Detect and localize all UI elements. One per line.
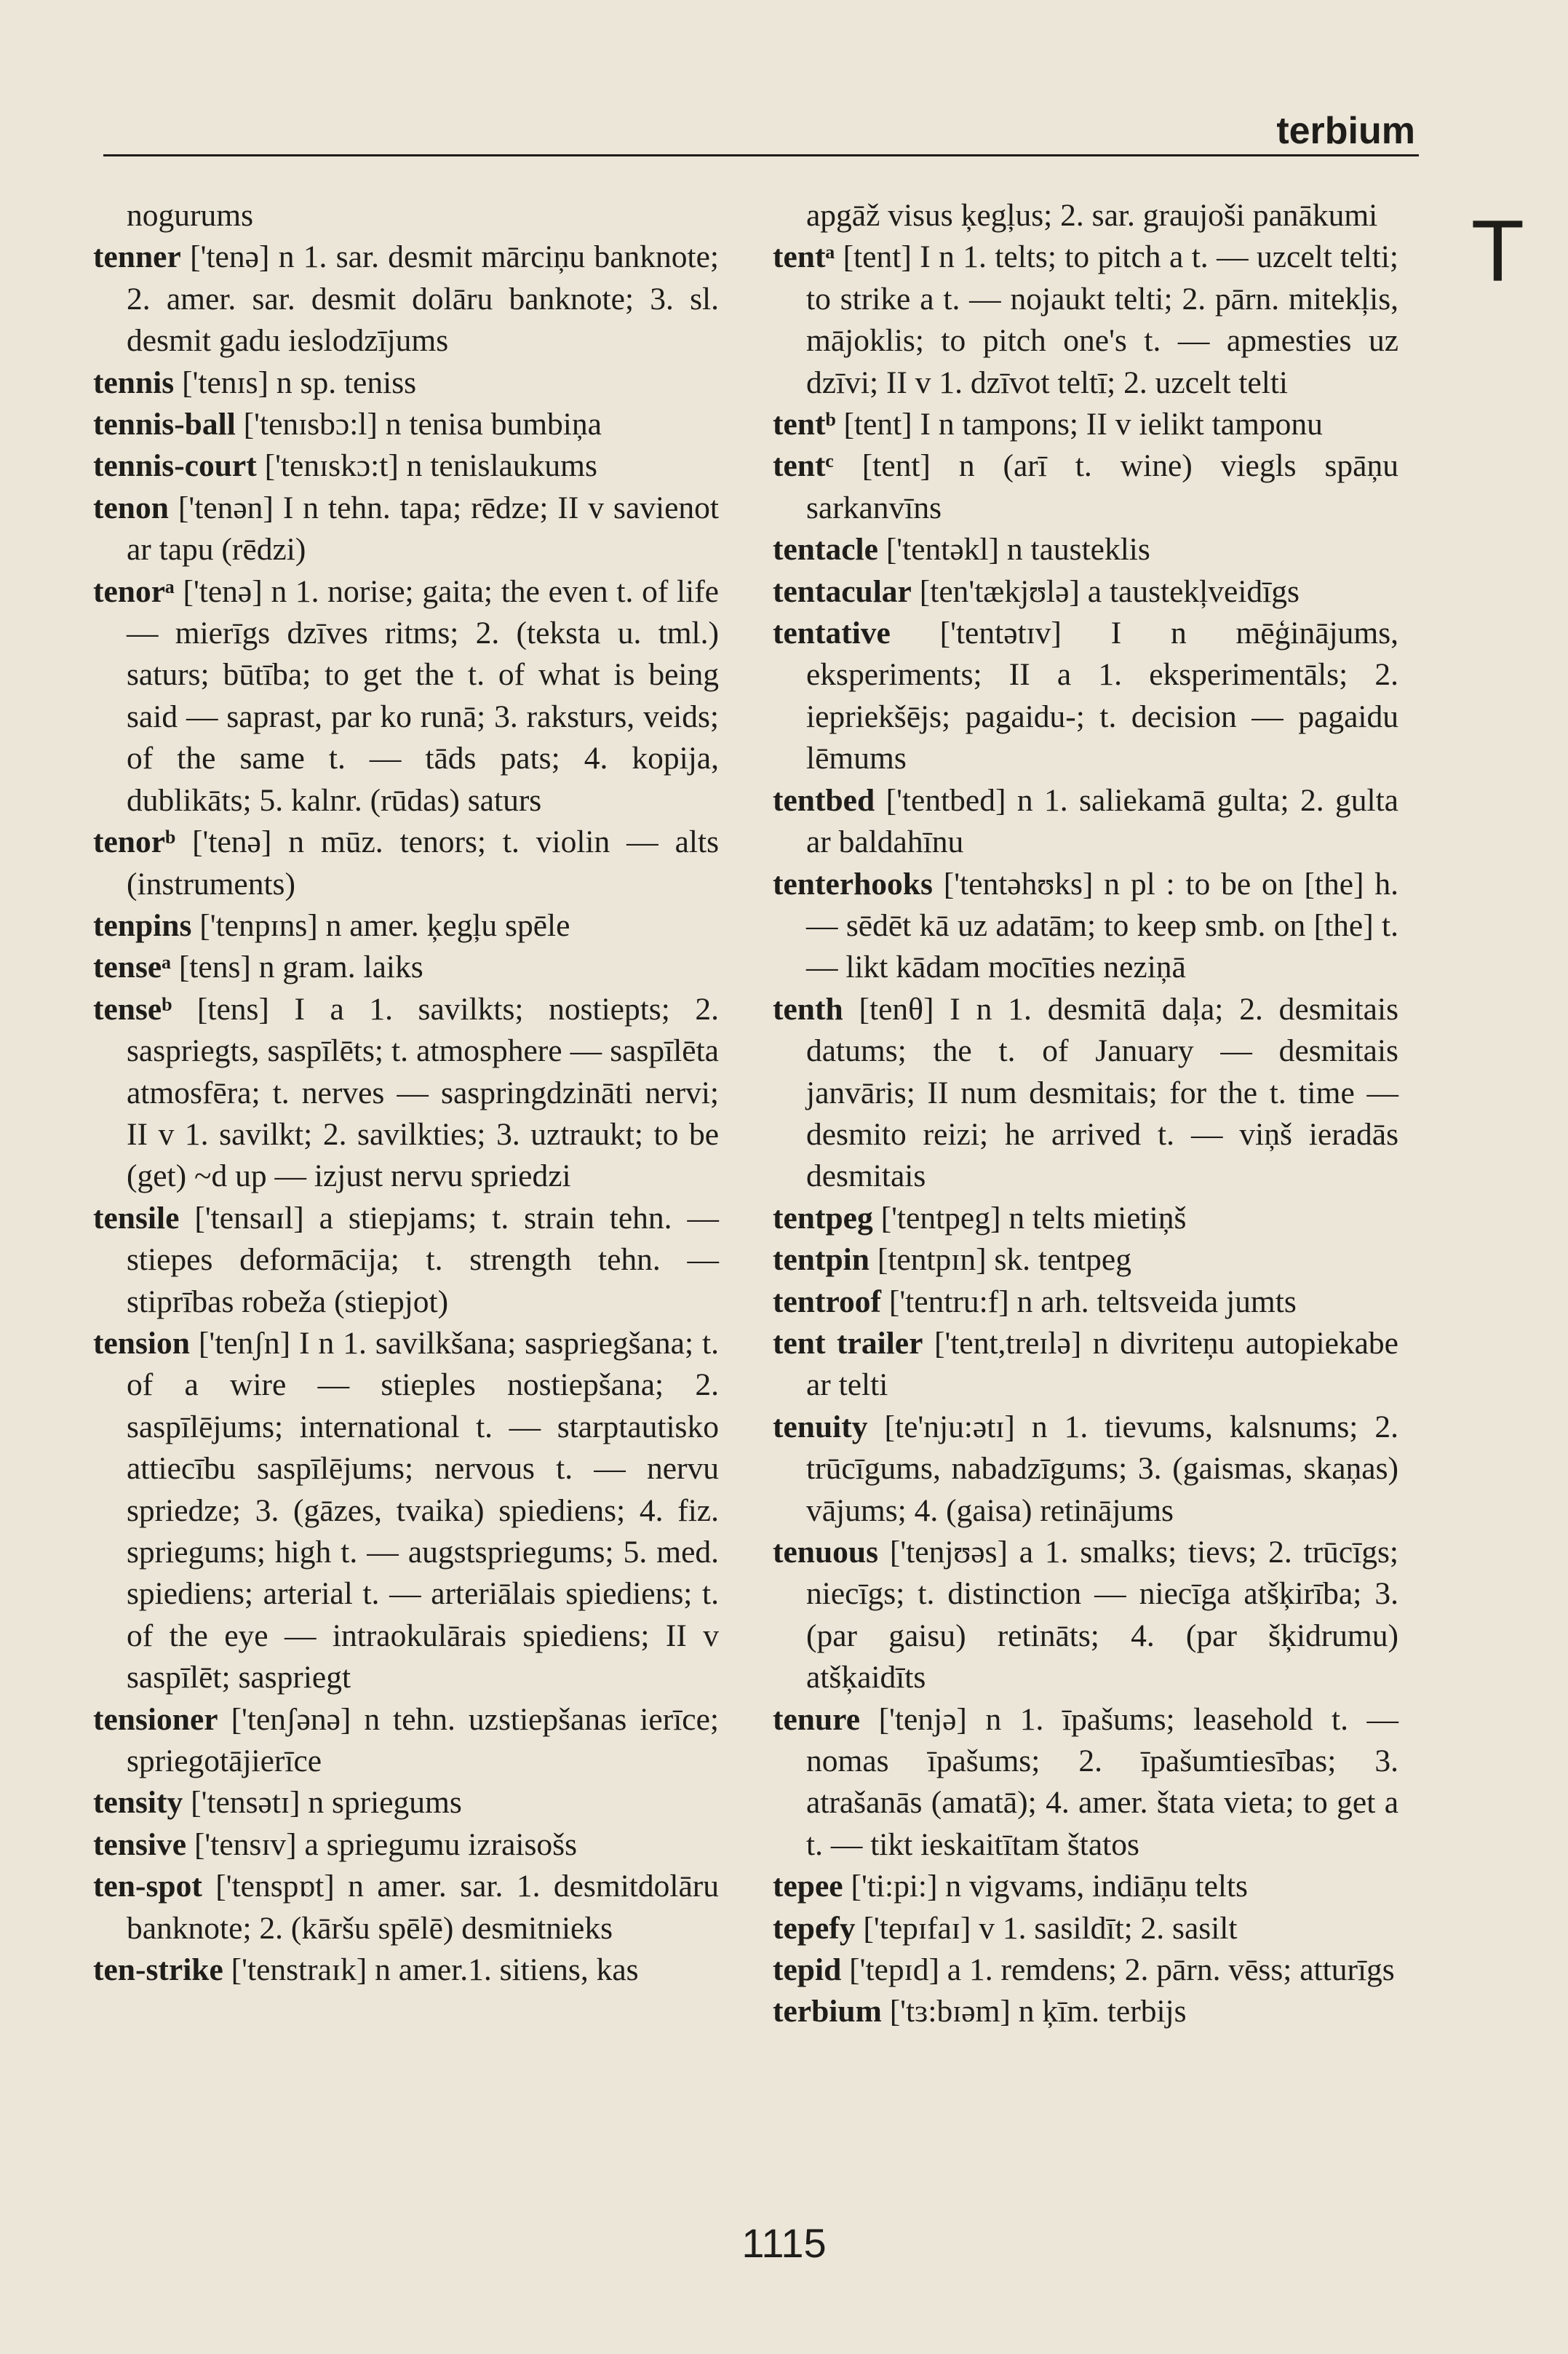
- dictionary-entry: [93, 905, 719, 947]
- entry-headword: tensile: [93, 1200, 180, 1236]
- entry-headword: tenuous: [773, 1535, 879, 1570]
- dictionary-entry: [93, 1824, 719, 1866]
- entry-definition: ['tentətɪv] I n mēģinājums, eksperiments; II a 1. eksperimentāls; 2. iepriekšējs; pagaidu-; t. decision — pagaidu lēmums: [806, 616, 1398, 776]
- entry-definition: ['tentpeg] n telts mietiņš: [872, 1200, 1187, 1236]
- entry-definition: ['tenə] n 1. norise; gaita; the even t. of life — mierīgs dzīves ritms; 2. (teksta u. tml.) saturs; būtība; to get the t. of what is being said — saprast, par ko runā; 3. raksturs, veids; of the same t. — tāds pats; 4. kopija, dublikāts; 5. kalnr. (rūdas) saturs: [127, 573, 719, 818]
- entry-headword: tenseᵃ: [93, 950, 171, 985]
- entry-definition: ['tentru:f] n arh. teltsveida jumts: [880, 1284, 1297, 1319]
- dictionary-entry: [773, 1239, 1398, 1281]
- right-column: [773, 195, 1398, 2033]
- entry-headword: tenth: [773, 991, 843, 1027]
- dictionary-entry: [773, 571, 1398, 613]
- entry-definition: ['tenə] n 1. sar. desmit mārciņu banknote; 2. amer. sar. desmit dolāru banknote; 3. sl. desmit gadu ieslodzījums: [127, 239, 719, 359]
- header-rule: [103, 154, 1419, 156]
- dictionary-entry: [93, 822, 719, 905]
- entry-definition: ['tenə] n mūz. tenors; t. violin — alts (instruments): [127, 824, 719, 902]
- left-column: [93, 195, 719, 1991]
- dictionary-entry: [773, 529, 1398, 570]
- dictionary-entry: [773, 1866, 1398, 1907]
- entry-headword: tepid: [773, 1952, 842, 1988]
- entry-headword: tennis-ball: [93, 407, 236, 442]
- running-head: terbium: [1276, 110, 1415, 152]
- dictionary-entry: [773, 445, 1398, 529]
- entry-definition: ['tentəkl] n tausteklis: [877, 532, 1150, 568]
- dictionary-entry: [773, 1699, 1398, 1866]
- entry-definition: ['tent,treɪlə] n divriteņu autopiekabe ar telti: [806, 1325, 1398, 1403]
- dictionary-entry: [773, 864, 1398, 989]
- entry-definition: ['tenɪs] n sp. teniss: [174, 365, 417, 400]
- dictionary-entry: [93, 195, 719, 236]
- entry-definition: [tens] n gram. laiks: [170, 950, 423, 985]
- dictionary-entry: [93, 571, 719, 822]
- entry-headword: tensive: [93, 1826, 187, 1862]
- dictionary-entry: [773, 404, 1398, 445]
- dictionary-entry: [93, 1198, 719, 1323]
- dictionary-entry: [773, 1323, 1398, 1407]
- entry-headword: tension: [93, 1325, 190, 1361]
- dictionary-entry: [773, 1532, 1398, 1699]
- dictionary-entry: [773, 989, 1398, 1198]
- entry-headword: tentacle: [773, 532, 878, 568]
- entry-definition: ['tepɪfaɪ] v 1. sasildīt; 2. sasilt: [855, 1910, 1238, 1946]
- entry-headword: tentᶜ: [773, 448, 834, 484]
- dictionary-entry: [773, 780, 1398, 864]
- entry-headword: tenpins: [93, 907, 192, 943]
- entry-definition: ['tenʃənə] n tehn. uzstiepšanas ierīce; spriegotājierīce: [127, 1701, 719, 1779]
- dictionary-entry: [93, 1699, 719, 1783]
- entry-definition: ['tenən] I n tehn. tapa; rēdze; II v savienot ar tapu (rēdzi): [127, 490, 719, 568]
- entry-headword: tenuity: [773, 1409, 868, 1444]
- entry-definition: ['tenɪskɔ:t] n tenislaukums: [256, 448, 597, 484]
- entry-headword: tent trailer: [773, 1325, 923, 1361]
- dictionary-entry: [93, 445, 719, 487]
- dictionary-entry: [93, 989, 719, 1198]
- entry-definition: [tent] I n 1. telts; to pitch a t. — uzcelt telti; to strike a t. — nojaukt telti; 2. pārn. mitekļis, mājoklis; to pitch one's t. — apmesties uz dzīvi; II v 1. dzīvot teltī; 2. uzcelt telti: [806, 239, 1398, 400]
- entry-headword: tentative: [773, 616, 891, 651]
- entry-headword: tenure: [773, 1701, 861, 1737]
- entry-headword: tentᵃ: [773, 239, 835, 275]
- entry-headword: tentbed: [773, 782, 875, 818]
- entry-definition: [tentpɪn] sk. tentpeg: [869, 1242, 1131, 1278]
- entry-headword: ten-strike: [93, 1952, 223, 1988]
- dictionary-entry: [773, 613, 1398, 780]
- entry-definition: apgāž visus ķegļus; 2. sar. graujoši panākumi: [806, 198, 1378, 233]
- entry-definition: [tens] I a 1. savilkts; nostiepts; 2. saspriegts, saspīlēts; t. atmosphere — saspīlēta atmosfēra; t. nerves — saspringdzināti nervi; II v 1. savilkt; 2. savilkties; 3. uztraukt; to be (get) ~d up — izjust nervu spriedzi: [127, 991, 719, 1194]
- entry-definition: ['tenjʊəs] a 1. smalks; tievs; 2. trūcīgs; niecīgs; t. distinction — niecīga atšķirība; 3. (par gaisu) retināts; 4. (par šķidrumu) atšķaidīts: [806, 1535, 1398, 1695]
- dictionary-entry: [93, 1866, 719, 1949]
- entry-headword: tennis: [93, 365, 175, 400]
- dictionary-entry: [773, 1407, 1398, 1532]
- dictionary-entry: [773, 236, 1398, 404]
- dictionary-entry: [773, 1908, 1398, 1949]
- entry-definition: ['tenspɒt] n amer. sar. 1. desmitdolāru banknote; 2. (kāršu spēlē) desmitnieks: [127, 1869, 719, 1946]
- entry-definition: [ten'tækjʊlə] a taustekļveidīgs: [911, 573, 1300, 609]
- dictionary-entry: [773, 1949, 1398, 1991]
- entry-headword: tenorᵇ: [93, 824, 176, 860]
- entry-definition: ['tenjə] n 1. īpašums; leasehold t. — nomas īpašums; 2. īpašumtiesības; 3. atrašanās (amatā); 4. amer. štata vieta; to get a t. — tikt ieskaitītam štatos: [806, 1701, 1398, 1862]
- dictionary-entry: [93, 488, 719, 571]
- entry-definition: [tent] n (arī t. wine) viegls spāņu sarkanvīns: [806, 448, 1398, 525]
- entry-headword: tentpeg: [773, 1200, 873, 1236]
- entry-definition: ['tentəhʊks] n pl : to be on [the] h. — sēdēt kā uz adatām; to keep smb. on [the] t. — likt kādam mocīties neziņā: [806, 866, 1398, 985]
- dictionary-entry: [93, 947, 719, 988]
- entry-headword: tenorᵃ: [93, 573, 175, 609]
- entry-definition: ['tensɪv] a spriegumu izraisošs: [186, 1826, 578, 1862]
- entry-headword: tennis-court: [93, 448, 257, 484]
- entry-definition: ['tenstraɪk] n amer.1. sitiens, kas: [223, 1952, 639, 1988]
- entry-headword: tentpin: [773, 1242, 869, 1278]
- entry-headword: terbium: [773, 1994, 882, 2029]
- dictionary-entry: [773, 195, 1398, 236]
- section-letter: T: [1471, 202, 1524, 300]
- dictionary-entry: [93, 1949, 719, 1991]
- entry-definition: ['tenpɪns] n amer. ķegļu spēle: [191, 907, 570, 943]
- dictionary-entry: [93, 1782, 719, 1824]
- entry-definition: ['tenʃn] I n 1. savilkšana; saspriegšana; t. of a wire — stieples nostiepšana; 2. saspīlējums; international t. — starptautisko attiecību saspīlējums; nervous t. — nervu spriedze; 3. (gāzes, tvaika) spiediens; 4. fiz. spriegums; high t. — augstspriegums; 5. med. spiediens; arterial t. — arteriālais spiediens; t. of the eye — intraokulārais spiediens; II v saspīlēt; saspriegt: [127, 1325, 719, 1695]
- page-number: 1115: [741, 2220, 827, 2266]
- entry-headword: tentroof: [773, 1284, 881, 1319]
- entry-definition: nogurums: [127, 198, 253, 233]
- entry-definition: [tent] I n tampons; II v ielikt tamponu: [835, 407, 1323, 442]
- dictionary-entry: [93, 362, 719, 404]
- dictionary-entry: [93, 404, 719, 445]
- entry-headword: tenon: [93, 490, 169, 525]
- dictionary-entry: [93, 236, 719, 362]
- entry-definition: ['ti:pi:] n vigvams, indiāņu telts: [843, 1869, 1248, 1904]
- entry-definition: [tenθ] I n 1. desmitā daļa; 2. desmitais datums; the t. of January — desmitais janvāris; II num desmitais; for the t. time — desmito reizi; he arrived t. — viņš ieradās desmitais: [806, 991, 1398, 1194]
- entry-headword: ten-spot: [93, 1869, 202, 1904]
- entry-definition: ['tensətɪ] n spriegums: [183, 1785, 462, 1821]
- entry-headword: tepee: [773, 1869, 843, 1904]
- entry-headword: tensioner: [93, 1701, 218, 1737]
- entry-headword: tentᵇ: [773, 407, 836, 442]
- entry-headword: tentacular: [773, 573, 912, 609]
- entry-headword: tenner: [93, 239, 181, 275]
- dictionary-entry: [773, 1281, 1398, 1323]
- entry-definition: ['tepɪd] a 1. remdens; 2. pārn. vēss; atturīgs: [841, 1952, 1395, 1988]
- entry-definition: [te'nju:ətɪ] n 1. tievums, kalsnums; 2. trūcīgums, nabadzīgums; 3. (gaismas, skaņas) vājums; 4. (gaisa) retinājums: [806, 1409, 1398, 1528]
- entry-headword: tenterhooks: [773, 866, 933, 902]
- dictionary-entry: [773, 1991, 1398, 2032]
- entry-headword: tenseᵇ: [93, 991, 172, 1027]
- entry-definition: ['tentbed] n 1. saliekamā gulta; 2. gulta ar baldahīnu: [806, 782, 1398, 860]
- dictionary-entry: [773, 1198, 1398, 1239]
- entry-definition: ['tensaɪl] a stiepjams; t. strain tehn. — stiepes deformācija; t. strength tehn. — stiprības robeža (stiepjot): [127, 1200, 719, 1319]
- entry-definition: ['tenɪsbɔ:l] n tenisa bumbiņa: [235, 407, 602, 442]
- dictionary-entry: [93, 1323, 719, 1699]
- entry-definition: ['tɜ:bɪəm] n ķīm. terbijs: [881, 1994, 1187, 2029]
- entry-headword: tepefy: [773, 1910, 856, 1946]
- entry-headword: tensity: [93, 1785, 183, 1821]
